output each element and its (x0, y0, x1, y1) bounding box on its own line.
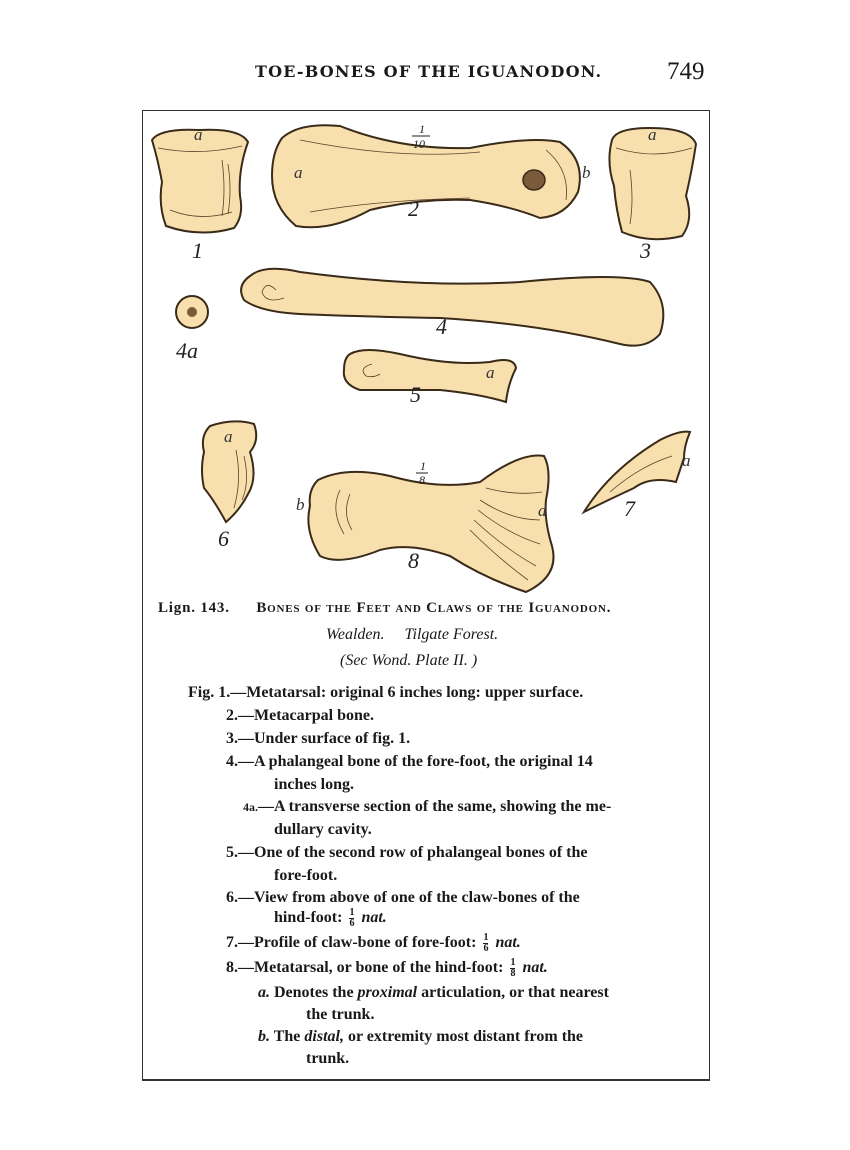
page-number: 749 (667, 58, 705, 85)
legend-fig6-text: hind-foot: (274, 909, 343, 927)
scale-fig8-numerator: 1 (420, 459, 426, 473)
bone-figure-4 (241, 269, 663, 346)
legend-fig7-text: 7.—Profile of claw-bone of fore-foot: (226, 934, 477, 952)
legend-note-a-letter: a. (258, 984, 270, 1001)
legend-fig3: 3.—Under surface of fig. 1. (226, 730, 411, 747)
caption-locality-2: Tilgate Forest. (404, 626, 499, 643)
bone-figure-7 (584, 432, 690, 512)
legend-note-a-line1 (258, 984, 609, 1002)
caption-heading (158, 600, 611, 617)
legend-note-b-line1 (258, 1028, 583, 1046)
figure-label-8: 8 (408, 548, 419, 573)
legend-fig7-nat: nat. (495, 934, 521, 952)
figure-label-4: 4 (436, 314, 447, 339)
figure-label-2: 2 (408, 196, 419, 221)
legend-note-b-text1: The (273, 1028, 301, 1045)
letter-b-fig8: b (296, 495, 305, 514)
legend-note-a-proximal: proximal (357, 984, 418, 1001)
letter-a-fig3: a (648, 125, 657, 144)
scale-fig2-numerator: 1 (419, 122, 425, 136)
bone-figure-3 (609, 128, 696, 239)
running-head: TOE-BONES OF THE IGUANODON. (255, 62, 603, 81)
figure-label-5: 5 (410, 382, 421, 407)
letter-a-fig5: a (486, 363, 495, 382)
legend-fig4-line1: 4.—A phalangeal bone of the fore-foot, the original 14 (226, 753, 593, 770)
letter-a-fig1: a (194, 125, 203, 144)
legend-fig8-text: 8.—Metatarsal, or bone of the hind-foot: (226, 959, 504, 977)
letter-a-fig8: a (538, 501, 547, 520)
caption-lign: Lign. 143. (158, 600, 230, 616)
bone-figure-8 (308, 456, 553, 592)
figure-label-7: 7 (624, 496, 635, 521)
legend-fig4-line2: inches long. (274, 776, 355, 793)
legend-note-b-distal: distal, (304, 1028, 344, 1045)
legend-fig4a-line1 (243, 798, 611, 816)
legend-fig5-line1: 5.—One of the second row of phalangeal bones of the (226, 844, 588, 861)
caption-locality-1: Wealden. (326, 626, 385, 643)
legend-fig8-nat: nat. (522, 959, 548, 977)
figure-label-6: 6 (218, 526, 229, 551)
legend-fig7-fraction: $\frac{1}{6}$ (483, 932, 489, 954)
legend-fig6-fraction: $\frac{1}{6}$ (349, 907, 355, 929)
legend-fig8-fraction: $\frac{1}{8}$ (510, 957, 516, 979)
legend-note-a-text1: Denotes the (274, 984, 354, 1001)
caption-locality (326, 626, 498, 644)
legend-note-a-text2: articulation, or that nearest (421, 984, 609, 1001)
figure-label-4a: 4a (176, 338, 198, 363)
letter-a-fig2: a (294, 163, 303, 182)
legend-fig6-nat: nat. (361, 909, 387, 927)
caption-title: Bones of the Feet and Claws of the Iguanodon. (256, 600, 612, 616)
scale-fig8-denominator: 8 (419, 473, 425, 487)
legend-fig5-line2: fore-foot. (274, 867, 338, 884)
legend-fig6-line2 (274, 908, 387, 929)
legend-note-a-line2: the trunk. (306, 1006, 375, 1023)
bone-figure-4a (176, 296, 208, 328)
bone-figure-2 (272, 125, 580, 227)
legend-fig2: 2.—Metacarpal bone. (226, 707, 374, 724)
letter-b-fig2: b (582, 163, 591, 182)
bone-figure-1 (152, 130, 248, 233)
figure-label-3: 3 (640, 238, 651, 263)
legend-fig4a-text: —A transverse section of the same, showing the me- (258, 798, 612, 815)
letter-a-fig6: a (224, 427, 233, 446)
legend-note-b-letter: b. (258, 1028, 270, 1045)
legend-fig8 (226, 958, 548, 979)
legend-fig4a-num: 4a. (243, 800, 258, 814)
legend-note-b-text2: or extremity most distant from the (347, 1028, 584, 1045)
legend-fig1: Fig. 1.—Metatarsal: original 6 inches long: upper surface. (188, 684, 584, 701)
letter-a-fig7: a (682, 451, 691, 470)
legend-note-b-line2: trunk. (306, 1050, 350, 1067)
legend-fig4a-line2: dullary cavity. (274, 821, 372, 838)
legend-fig7 (226, 933, 521, 954)
figure-label-1: 1 (192, 238, 203, 263)
legend-fig6-line1: 6.—View from above of one of the claw-bones of the (226, 889, 580, 906)
caption-reference: (Sec Wond. Plate II. ) (340, 652, 478, 669)
scale-fig2-denominator: 10 (413, 137, 425, 151)
